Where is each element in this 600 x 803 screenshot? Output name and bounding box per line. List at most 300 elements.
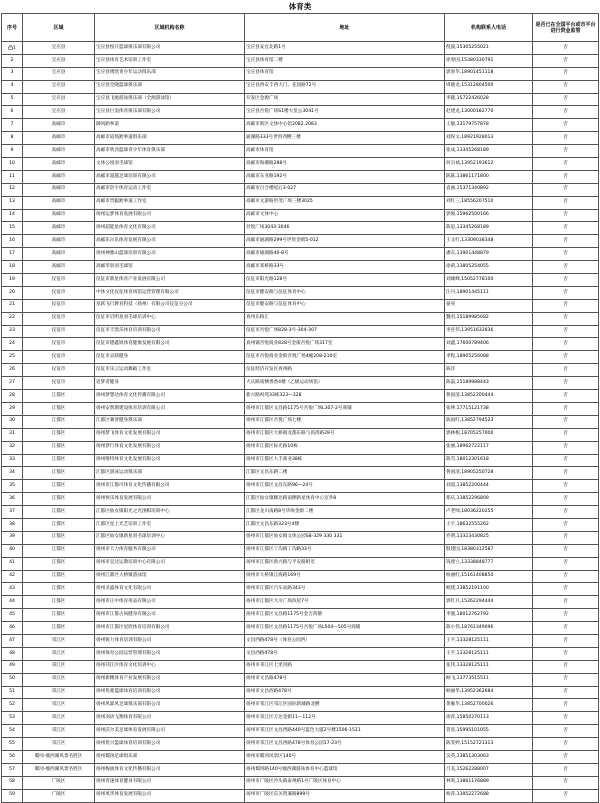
row-seq: 27 [2, 377, 23, 390]
table-row [2, 776, 599, 789]
row-seq: 19 [2, 274, 23, 287]
row-seq: 24 [2, 338, 23, 351]
row-contact: 管彦,15995101055 [445, 725, 533, 738]
row-district: 江都区 [23, 544, 95, 557]
row-seq: 55 [2, 738, 23, 751]
row-seq: 15 [2, 222, 23, 235]
lock-icon [8, 45, 13, 50]
header-contact: 机构联系人电话 [445, 14, 533, 42]
row-contact: 郭春华,18901451118 [445, 67, 533, 80]
table-row [2, 286, 599, 299]
table-row [2, 634, 599, 647]
row-district: 邗江区 [23, 712, 95, 725]
row-address: 宝应县吾悦广场S1楼大堂公3041号 [245, 106, 445, 119]
row-seq: 44 [2, 596, 23, 609]
row-org: 江都区游泳运动俱乐部 [95, 467, 245, 480]
row-contact: 王敏,13179757878 [445, 119, 533, 132]
row-seq: 20 [2, 286, 23, 299]
table-row [2, 390, 599, 403]
row-supervision: 否 [533, 686, 599, 699]
row-contact: 陈国红,13852794523 [445, 415, 533, 428]
table-header-row [2, 14, 599, 42]
row-org: 扬州市江都可体育文化传播有限公司 [95, 480, 245, 493]
row-address: 文昌西路478号 [245, 647, 445, 660]
row-contact: 王宇,18632555262 [445, 518, 533, 531]
row-supervision: 否 [533, 596, 599, 609]
row-contact: 徐莉,13805254055 [445, 261, 533, 274]
row-seq: 39 [2, 531, 23, 544]
row-contact: 顾建,13852191100 [445, 583, 533, 596]
row-supervision: 否 [533, 145, 599, 158]
row-seq: 4 [2, 80, 23, 93]
row-contact: 晏亮 [445, 299, 533, 312]
row-district: 高邮市 [23, 170, 95, 183]
row-address: 扬州市江都区吾悦广场七楼 [245, 415, 445, 428]
header-seq: 序号 [2, 14, 23, 42]
row-address: 扬州市江都区大桥镇龙都东路与高湾路28号 [245, 428, 445, 441]
row-address: 仪征市健安路与仪征体育中心 [245, 286, 445, 299]
row-org: 扬州市正中体育用品有限公司 [95, 596, 245, 609]
table-row [2, 248, 599, 261]
table-row [2, 750, 599, 763]
row-district: 广陵区 [23, 776, 95, 789]
row-supervision: 否 [533, 609, 599, 622]
row-supervision: 否 [533, 209, 599, 222]
sheet-title: 体育类 [288, 2, 312, 11]
row-org: 扬州凤华体育发展有限公司 [95, 789, 245, 802]
table-row [2, 686, 599, 699]
row-org: 扬州市天力体育服务有限公司 [95, 544, 245, 557]
row-seq: 33 [2, 454, 23, 467]
row-contact: 刘红三,18556207510 [445, 196, 533, 209]
table-row [2, 377, 599, 390]
row-org: 仪征市灵跃健身 [95, 351, 245, 364]
row-contact: 杨丽红,15161408850 [445, 570, 533, 583]
row-contact: 刘雄峰,15052778100 [445, 274, 533, 287]
row-seq: 36 [2, 493, 23, 506]
row-district: 宝应县 [23, 80, 95, 93]
row-supervision: 否 [533, 261, 599, 274]
row-org: 宝应县全隆篮球俱乐部 [95, 80, 245, 93]
row-supervision: 否 [533, 776, 599, 789]
table-row [2, 441, 599, 454]
table-row [2, 364, 599, 377]
row-contact: 魏君,15189985682 [445, 312, 533, 325]
row-supervision: 否 [533, 93, 599, 106]
table-row [2, 415, 599, 428]
row-contact: 吴英,13851303063 [445, 750, 533, 763]
row-supervision: 否 [533, 132, 599, 145]
row-seq: 21 [2, 299, 23, 312]
row-org: 宝应县体育艺术培训工作室 [95, 54, 245, 67]
row-address: 高邮市东亚路192号 [245, 170, 445, 183]
row-address: 大庆路南侧香香4楼（乙级运动场馆） [245, 377, 445, 390]
row-address: 扬州市广陵区沙头镇泰州路1号广陵区体育中心 [245, 776, 445, 789]
row-org: 文体公园羽毛球馆 [95, 158, 245, 171]
row-contact: 汪丹,18901445111 [445, 286, 533, 299]
row-supervision: 否 [533, 402, 599, 415]
row-supervision: 否 [533, 622, 599, 635]
row-org: 扬州优蒙篮球体育培训有限公司 [95, 686, 245, 699]
table-row [2, 325, 599, 338]
row-supervision: 否 [533, 235, 599, 248]
row-contact: 郑庆,13852296809 [445, 493, 533, 506]
row-address: 扬州市江都区际光路10栋 [245, 441, 445, 454]
table-row [2, 261, 599, 274]
row-contact: 陈思,13345268189 [445, 222, 533, 235]
table-row [2, 209, 599, 222]
table-row [2, 183, 599, 196]
row-seq: 57 [2, 763, 23, 776]
row-district: 高邮市 [23, 261, 95, 274]
row-seq: 32 [2, 441, 23, 454]
row-contact: 陈磊,15189988443 [445, 377, 533, 390]
row-address: 扬州市文昌路478号 [245, 673, 445, 686]
table-row [2, 699, 599, 712]
row-address: 通湖路333号世贸西侧三楼 [245, 132, 445, 145]
row-district: 宝应县 [23, 42, 95, 55]
row-org: 江都区星上光艺培训工作室 [95, 518, 245, 531]
header-address: 地址 [245, 14, 445, 42]
row-seq: 45 [2, 609, 23, 622]
row-contact: 顾丽华,13952362684 [445, 686, 533, 699]
row-district: 江都区 [23, 506, 95, 519]
row-supervision: 否 [533, 415, 599, 428]
row-org: 扬州青速体育健身有限公司 [95, 776, 245, 789]
table-row [2, 531, 599, 544]
table-row [2, 222, 599, 235]
row-supervision: 否 [533, 428, 599, 441]
row-org: 宝应县飞驰游泳俱乐部（全源游泳馆） [95, 93, 245, 106]
row-address: 仪征市健安路与仪征体育中心 [245, 299, 445, 312]
row-district: 仪征市 [23, 364, 95, 377]
table-row [2, 42, 599, 55]
row-contact: 郭红兵,15262294444 [445, 596, 533, 609]
row-org: 扬州风暴风足球俱乐部有限公司 [95, 699, 245, 712]
row-district: 蜀冈-瘦西湖风景名胜区 [23, 750, 95, 763]
row-org: 扬州维特体育文化发展有限公司 [95, 454, 245, 467]
row-district: 邗江区 [23, 673, 95, 686]
row-seq: 10 [2, 158, 23, 171]
row-address: 高邮市海潮路288号 [245, 158, 445, 171]
row-org: 扬州优兴篮球体育培训有限公司 [95, 738, 245, 751]
row-seq: 30 [2, 415, 23, 428]
row-district: 邗江区 [23, 660, 95, 673]
row-supervision: 否 [533, 634, 599, 647]
table-row [2, 609, 599, 622]
table-row [2, 725, 599, 738]
row-district: 高邮市 [23, 183, 95, 196]
row-contact: 潘东,13901448879 [445, 248, 533, 261]
row-seq: 11 [2, 170, 23, 183]
row-address: 扬州市江都区仙女镇文体公园S8-329 330 331 [245, 531, 445, 544]
table-row [2, 712, 599, 725]
row-contact: 郭俊,15962500166 [445, 209, 533, 222]
row-seq: 50 [2, 673, 23, 686]
row-address: 开发区金源广场 [245, 93, 445, 106]
row-district: 仪征市 [23, 325, 95, 338]
table-body [2, 42, 599, 803]
row-district: 宝应县 [23, 93, 95, 106]
row-address: 扬州市邗江区邗江区国际新城路北侧 [245, 699, 445, 712]
row-address: 扬州市江都区新兴路与平安路附近 [245, 557, 445, 570]
row-district: 邗江区 [23, 725, 95, 738]
row-supervision: 否 [533, 506, 599, 519]
row-contact: 顾飞,13773515511 [445, 673, 533, 686]
table-row [2, 235, 599, 248]
row-contact: 陈陈,13861171800 [445, 170, 533, 183]
row-district: 高邮市 [23, 196, 95, 209]
row-contact: 杨萍,13952272688 [445, 789, 533, 802]
row-supervision: 否 [533, 570, 599, 583]
row-district: 高邮市 [23, 209, 95, 222]
row-address: 真州镇吾悦商业828号金街吾悦广场317室 [245, 338, 445, 351]
row-contact: 刘鑫,17600789406 [445, 338, 533, 351]
row-supervision: 否 [533, 325, 599, 338]
row-seq: 2 [2, 54, 23, 67]
row-org: 扬州安然斯建设体育培训有限公司 [95, 402, 245, 415]
row-district: 邗江区 [23, 738, 95, 751]
row-contact: 卢老师,18036220255 [445, 506, 533, 519]
row-org: 宝应县悦开篮球俱乐部有限公司 [95, 42, 245, 55]
row-supervision: 否 [533, 390, 599, 403]
row-contact: 殷建国,18380312587 [445, 544, 533, 557]
row-address: 扬州市大桥镇江海路169号 [245, 570, 445, 583]
row-org: 江都区仙女镇阳光之光围棋培训中心 [95, 506, 245, 519]
row-seq: 42 [2, 570, 23, 583]
table-row [2, 338, 599, 351]
table-row [2, 660, 599, 673]
table-row [2, 351, 599, 364]
row-address: 仪征市吾悦广场828-3号-304-307 [245, 325, 445, 338]
row-district: 高邮市 [23, 119, 95, 132]
row-org: 仪征市乐云运动舞蹈工作室 [95, 364, 245, 377]
row-supervision: 否 [533, 54, 599, 67]
row-district: 江都区 [23, 596, 95, 609]
row-org: 扬州市宜达运教培训中心有限公司 [95, 557, 245, 570]
table-row [2, 596, 599, 609]
row-org: 江都区赛普健身俱乐部 [95, 415, 245, 428]
table-row [2, 622, 599, 635]
header-district: 区域 [23, 14, 95, 42]
row-supervision: 否 [533, 583, 599, 596]
row-address: 文昌西路478号（体育公园西） [245, 634, 445, 647]
row-supervision: 否 [533, 274, 599, 287]
row-district: 江都区 [23, 609, 95, 622]
row-seq: 49 [2, 660, 23, 673]
row-address: 高邮市文游路世茂广场三楼3025 [245, 196, 445, 209]
table-row [2, 467, 599, 480]
row-contact: 袁丽,15371340892 [445, 183, 533, 196]
row-seq: 38 [2, 518, 23, 531]
row-address: 江都区文昌东路323号4楼 [245, 518, 445, 531]
row-district: 邗江区 [23, 634, 95, 647]
table-row [2, 763, 599, 776]
row-district: 宝应县 [23, 67, 95, 80]
row-district: 仪征市 [23, 351, 95, 364]
row-address: 扬州市江都区大丰商业38栋 [245, 454, 445, 467]
row-seq: 3 [2, 67, 23, 80]
table-row [2, 673, 599, 686]
row-district: 江都区 [23, 570, 95, 583]
row-supervision: 否 [533, 119, 599, 132]
row-seq: 16 [2, 235, 23, 248]
table-row [2, 428, 599, 441]
row-org: 高邮市晋聪跆拳道工作室 [95, 196, 245, 209]
table-row [2, 738, 599, 751]
table-row [2, 583, 599, 596]
row-org: 仪征市新星体育产业发展有限公司 [95, 274, 245, 287]
row-seq: 6 [2, 106, 23, 119]
row-district: 江都区 [23, 402, 95, 415]
row-supervision: 否 [533, 158, 599, 171]
row-address: 扬州市江都区文昌路1175号吾悦广场L504—505号商铺 [245, 622, 445, 635]
row-org: 扬州快乐体育发展有限公司 [95, 493, 245, 506]
row-seq: 25 [2, 351, 23, 364]
row-seq: 28 [2, 390, 23, 403]
table-row [2, 402, 599, 415]
row-supervision: 否 [533, 544, 599, 557]
row-org: 扬州圣盛体育文化有限公司 [95, 583, 245, 596]
row-district: 江都区 [23, 518, 95, 531]
row-contact: 鲁国清,13852200444 [445, 390, 533, 403]
row-org: 扬州市江都古尚健身有限公司 [95, 609, 245, 622]
table-row [2, 132, 599, 145]
row-seq: 58 [2, 776, 23, 789]
row-supervision: 否 [533, 531, 599, 544]
row-address: 高邮市百合楼屋后3-027 [245, 183, 445, 196]
row-district: 邗江区 [23, 686, 95, 699]
row-supervision: 否 [533, 106, 599, 119]
row-supervision: 否 [533, 750, 599, 763]
row-contact: 张成,13345268189 [445, 145, 533, 158]
row-seq: 41 [2, 557, 23, 570]
row-supervision: 否 [533, 183, 599, 196]
row-seq: 51 [2, 686, 23, 699]
row-address: 扬州蜀冈路140号瘦西湖游泳体育中心篮球馆 [245, 763, 445, 776]
row-supervision: 否 [533, 647, 599, 660]
row-district: 江都区 [23, 583, 95, 596]
row-supervision: 否 [533, 364, 599, 377]
row-contact: 陈雪,18012301618 [445, 454, 533, 467]
row-seq: 54 [2, 725, 23, 738]
row-address: 仪征市阳光路128号 [245, 274, 445, 287]
row-address: 高邮市通湖路40-8号 [245, 248, 445, 261]
row-seq: 14 [2, 209, 23, 222]
row-org: 仪征市丰凯乐体育培训有限公司 [95, 325, 245, 338]
row-supervision: 否 [533, 377, 599, 390]
row-address: 扬州市邗江区文昌西路478号体育公园17-23号 [245, 738, 445, 751]
row-supervision: 否 [533, 312, 599, 325]
row-address: 江都区文昌东路二楼 [245, 467, 445, 480]
row-contact: 徐春国,15380330791 [445, 54, 533, 67]
row-supervision: 否 [533, 673, 599, 686]
table-row [2, 80, 599, 93]
table-row [2, 480, 599, 493]
row-address: 高邮市邓桥路33号 [245, 261, 445, 274]
row-address: 扬州市江都区文昌路1175号金吉荷塘 [245, 609, 445, 622]
row-district: 仪征市 [23, 312, 95, 325]
row-org: 扬州锐力体育培训有限公司 [95, 634, 245, 647]
row-supervision: 否 [533, 80, 599, 93]
table-row [2, 119, 599, 132]
row-seq: 56 [2, 750, 23, 763]
row-seq [2, 42, 23, 55]
table-row [2, 570, 599, 583]
table-row [2, 506, 599, 519]
row-seq: 31 [2, 428, 23, 441]
row-contact: 刘超,13852200444 [445, 480, 533, 493]
row-org: 扬州梅油体育文化传播有限公司 [95, 763, 245, 776]
row-org: 扬州羽动飞翔体育有限公司 [95, 712, 245, 725]
row-district: 高邮市 [23, 222, 95, 235]
row-seq: 47 [2, 634, 23, 647]
row-contact: 张伟,13328125111 [445, 660, 533, 673]
row-org: 扬州市江都区星欣体育培训有限公司 [95, 622, 245, 635]
row-seq-label: 1 [13, 45, 16, 51]
row-district: 邗江区 [23, 699, 95, 712]
row-seq: 46 [2, 622, 23, 635]
institution-table [1, 13, 599, 803]
row-org: 中体文化仪征体育场馆运营管理有限公司 [95, 286, 245, 299]
row-contact: 陈洋 [445, 364, 533, 377]
row-seq: 43 [2, 583, 23, 596]
row-org: 星跃飞行教育科技（扬州）有限公司仪征分公司 [95, 299, 245, 312]
row-district: 江都区 [23, 480, 95, 493]
row-seq: 9 [2, 145, 23, 158]
row-address: 扬州市广陵区东关资兼路899号 [245, 789, 445, 802]
table-row [2, 170, 599, 183]
row-address: 高邮市文体中心 [245, 209, 445, 222]
row-seq: 34 [2, 467, 23, 480]
row-contact: 王平,13328125111 [445, 647, 533, 660]
row-supervision: 否 [533, 454, 599, 467]
row-contact: 赵建龙,13000182770 [445, 106, 533, 119]
table-row [2, 299, 599, 312]
row-contact: 徐萍,15850270113 [445, 712, 533, 725]
row-district: 广陵区 [23, 789, 95, 802]
row-district: 仪征市 [23, 338, 95, 351]
row-supervision: 否 [533, 725, 599, 738]
row-seq: 59 [2, 789, 23, 802]
row-district: 仪征市 [23, 286, 95, 299]
row-supervision: 否 [533, 763, 599, 776]
row-contact: 鲁国清,18905250728 [445, 467, 533, 480]
row-address: 扬州市江都区文昌东路96—24号 [245, 480, 445, 493]
row-seq: 18 [2, 261, 23, 274]
table-row [2, 158, 599, 171]
row-supervision: 否 [533, 248, 599, 261]
row-district: 江都区 [23, 493, 95, 506]
table-row [2, 93, 599, 106]
row-org: 扬州运梦体育发展有限公司 [95, 209, 245, 222]
row-seq: 53 [2, 712, 23, 725]
row-org: 仪征市启明星羽毛球培训中心 [95, 312, 245, 325]
row-contact: 李连伟,13951632836 [445, 325, 533, 338]
row-contact: 李程,18905256088 [445, 351, 533, 364]
row-supervision: 否 [533, 67, 599, 80]
row-supervision: 否 [533, 518, 599, 531]
row-contact: 刘俣文,18921928013 [445, 132, 533, 145]
row-seq: 22 [2, 312, 23, 325]
row-address: 扬州市江都区大川广场滨屋7号 [245, 596, 445, 609]
table-row [2, 196, 599, 209]
row-org: 高邮市欣劲篮球青少年体育俱乐部 [95, 145, 245, 158]
row-supervision: 否 [533, 222, 599, 235]
row-address: 扬州市江都区丁沟镇丁沟路33号 [245, 544, 445, 557]
row-address: 新兴路祝苑33栋323—328 [245, 390, 445, 403]
row-district: 仪征市 [23, 274, 95, 287]
